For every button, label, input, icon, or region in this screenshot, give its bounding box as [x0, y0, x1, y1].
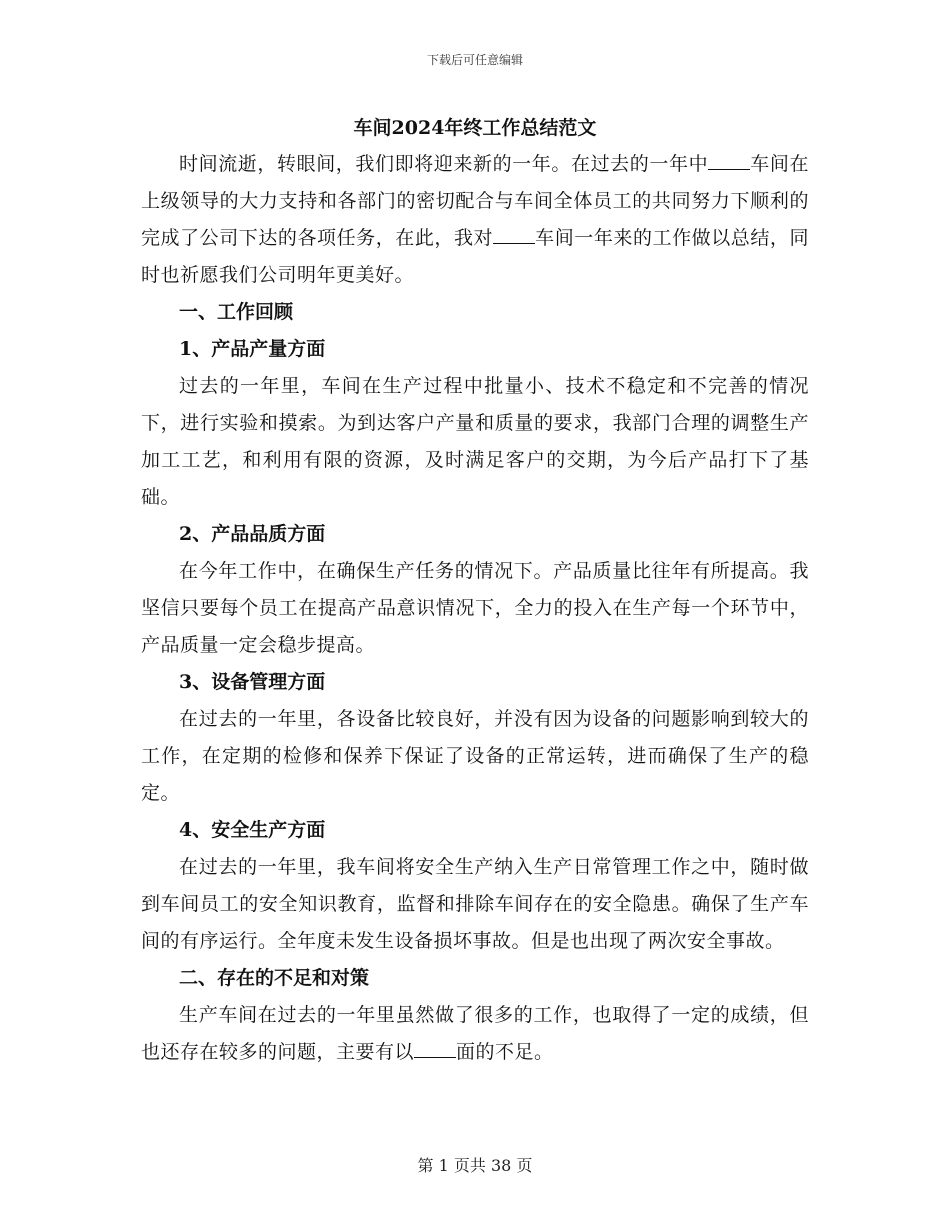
blank-underline [414, 1038, 456, 1058]
blank-underline [493, 224, 535, 244]
intro-text-c: 车间一年来的工作做以总结，同时也祈愿我们公司明年更美好。 [141, 227, 809, 286]
intro-paragraph [141, 146, 809, 294]
paragraph-quality: 在今年工作中，在确保生产任务的情况下。产品质量比往年有所提高。我坚信只要每个员工在提高产品意识情况下，全力的投入在生产每一个环节中，产品质量一定会稳步提高。 [141, 560, 809, 656]
shortcomings-text-b: 面的不足。 [456, 1041, 554, 1063]
paragraph-safety: 在过去的一年里，我车间将安全生产纳入生产日常管理工作之中，随时做到车间员工的安全知识教育，监督和排除车间存在的安全隐患。确保了生产车间的有序运行。全年度未发生设备损坏事故。但是也出现了两次安全事故。 [141, 856, 809, 952]
shortcomings-text-a: 生产车间在过去的一年里虽然做了很多的工作，也取得了一定的成绩，但也还存在较多的问题，主要有以 [141, 1004, 809, 1063]
paragraph-output: 过去的一年里，车间在生产过程中批量小、技术不稳定和不完善的情况下，进行实验和摸索。为到达客户产量和质量的要求，我部门合理的调整生产加工工艺，和利用有限的资源，及时满足客户的交期，为今后产品打下了基础。 [141, 375, 809, 508]
page-number: 第 1 页共 38 页 [417, 1156, 533, 1175]
subheading-output: 1、产品产量方面 [179, 338, 326, 360]
paragraph-equipment: 在过去的一年里，各设备比较良好，并没有因为设备的问题影响到较大的工作，在定期的检修和保养下保证了设备的正常运转，进而确保了生产的稳定。 [141, 708, 809, 804]
document-title: 车间2024年终工作总结范文 [353, 117, 597, 139]
document-body [141, 110, 809, 1071]
paragraph-shortcomings [141, 997, 809, 1071]
section-heading-shortcomings: 二、存在的不足和对策 [179, 967, 370, 989]
intro-text-a: 时间流逝，转眼间，我们即将迎来新的一年。在过去的一年中 [179, 153, 709, 175]
subheading-quality: 2、产品品质方面 [179, 523, 326, 545]
intro-text-b: 车间在上级领导的大力支持和各部门的密切配合与车间全体员工的共同努力下顺利的完成了公司下达的各项任务，在此，我对 [141, 153, 809, 249]
blank-underline [708, 150, 750, 170]
page-header-note: 下载后可任意编辑 [426, 53, 523, 67]
section-heading-review: 一、工作回顾 [179, 301, 294, 323]
subheading-equipment: 3、设备管理方面 [179, 671, 326, 693]
subheading-safety: 4、安全生产方面 [179, 819, 326, 841]
